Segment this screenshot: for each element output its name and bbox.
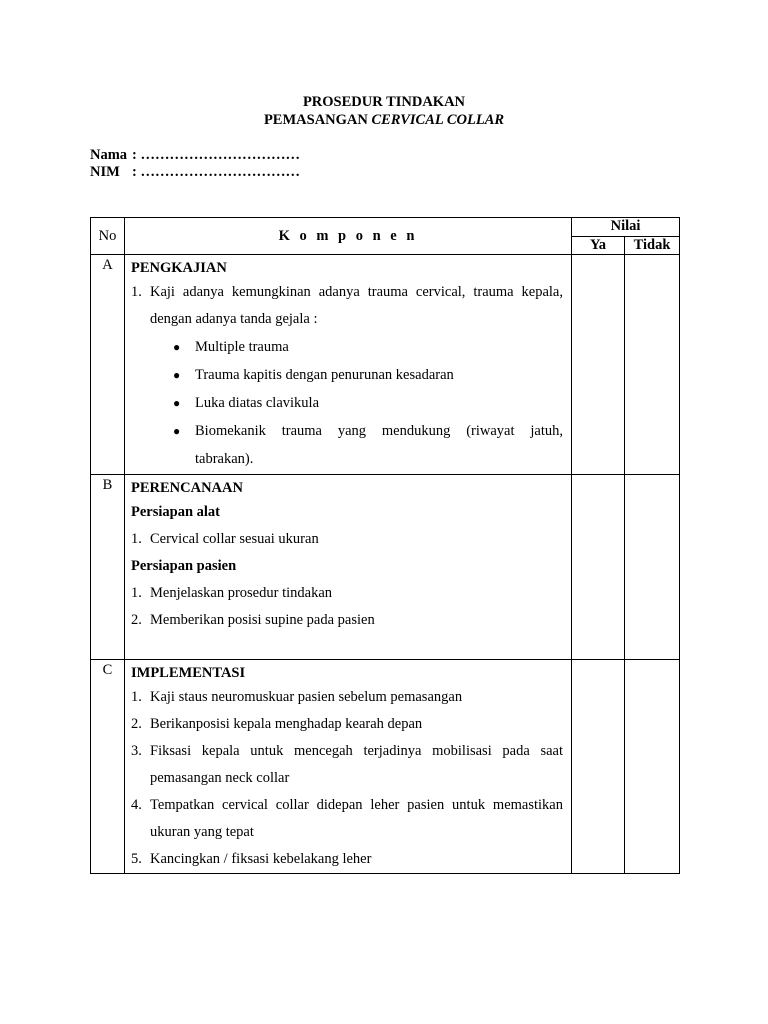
list-item <box>131 607 563 634</box>
section-body <box>125 660 572 874</box>
bullet-item <box>131 389 563 417</box>
bullet-text: Trauma kapitis dengan penurunan kesadaran <box>195 367 454 383</box>
tidak-cell[interactable] <box>625 475 680 660</box>
item-number: 1. <box>131 284 142 300</box>
list-item <box>131 580 563 607</box>
section-body <box>125 255 572 475</box>
list-item <box>131 684 563 711</box>
item-number: 1. <box>131 585 142 601</box>
bullet-icon: ● <box>173 396 181 410</box>
nim-field <box>90 164 300 181</box>
list-item <box>131 711 563 738</box>
item-number: 5. <box>131 851 142 867</box>
item-text: Kaji staus neuromuskuar pasien sebelum pemasangan <box>150 689 463 705</box>
item-number: 2. <box>131 612 142 628</box>
col-komponen-header: K o m p o n e n <box>125 218 572 255</box>
item-text: Cervical collar sesuai ukuran <box>150 531 319 547</box>
col-tidak-header: Tidak <box>625 237 680 255</box>
tidak-cell[interactable] <box>625 660 680 874</box>
list-item <box>131 279 563 333</box>
col-ya-header: Ya <box>572 237 625 255</box>
section-code: C <box>91 660 125 874</box>
bullet-icon: ● <box>173 368 181 382</box>
col-no-header: No <box>91 218 125 255</box>
section-code: B <box>91 475 125 660</box>
item-number: 4. <box>131 797 142 813</box>
item-text: Kancingkan / fiksasi kebelakang leher <box>150 851 372 867</box>
tidak-cell[interactable] <box>625 255 680 475</box>
list-item <box>131 526 563 553</box>
bullet-text: Multiple trauma <box>195 339 289 355</box>
item-number: 1. <box>131 689 142 705</box>
nama-colon: : <box>132 147 137 163</box>
document-subtitle <box>0 112 768 129</box>
item-text: Kaji adanya kemungkinan adanya trauma cervical, trauma kepala, dengan adanya tanda gejala : <box>150 284 563 327</box>
item-text: Tempatkan cervical collar didepan leher pasien untuk memastikan ukuran yang tepat <box>150 797 563 840</box>
nim-colon: : <box>132 164 137 180</box>
bullet-icon: ● <box>173 424 181 438</box>
bullet-icon: ● <box>173 340 181 354</box>
item-text: Menjelaskan prosedur tindakan <box>150 585 333 601</box>
bullet-item <box>131 417 563 473</box>
nim-label: NIM <box>90 164 120 180</box>
nama-dots: …………………………… <box>140 147 300 163</box>
section-row-a <box>91 255 680 475</box>
subtitle-italic: CERVICAL COLLAR <box>371 112 505 128</box>
bullet-item <box>131 333 563 361</box>
nim-dots: …………………………… <box>140 164 300 180</box>
item-text: Fiksasi kepala untuk mencegah terjadinya mobilisasi pada saat pemasangan neck collar <box>150 743 563 786</box>
ya-cell[interactable] <box>572 255 625 475</box>
section-body <box>125 475 572 660</box>
procedure-table <box>90 217 680 874</box>
group-heading: Persiapan pasien <box>131 558 237 574</box>
section-row-c <box>91 660 680 874</box>
ya-cell[interactable] <box>572 475 625 660</box>
item-number: 1. <box>131 531 142 547</box>
list-item <box>131 846 563 873</box>
item-number: 3. <box>131 743 142 759</box>
section-title: PERENCANAAN <box>131 480 243 496</box>
list-item <box>131 738 563 792</box>
group-heading: Persiapan alat <box>131 504 221 520</box>
col-nilai-header: Nilai <box>572 218 680 237</box>
item-text: Memberikan posisi supine pada pasien <box>150 612 375 628</box>
bullet-text: Biomekanik trauma yang mendukung (riwayat jatuh, tabrakan). <box>195 423 563 467</box>
nama-field <box>90 147 300 164</box>
list-item <box>131 792 563 846</box>
section-code: A <box>91 255 125 475</box>
bullet-text: Luka diatas clavikula <box>195 395 320 411</box>
subtitle-prefix: PEMASANGAN <box>263 112 372 128</box>
header-row <box>91 218 680 237</box>
ya-cell[interactable] <box>572 660 625 874</box>
section-title: PENGKAJIAN <box>131 260 227 276</box>
section-title: IMPLEMENTASI <box>131 665 246 681</box>
bullet-item <box>131 361 563 389</box>
section-row-b <box>91 475 680 660</box>
item-text: Berikanposisi kepala menghadap kearah depan <box>150 716 423 732</box>
item-number: 2. <box>131 716 142 732</box>
document-title: PROSEDUR TINDAKAN <box>302 94 466 110</box>
nama-label: Nama <box>90 147 128 163</box>
